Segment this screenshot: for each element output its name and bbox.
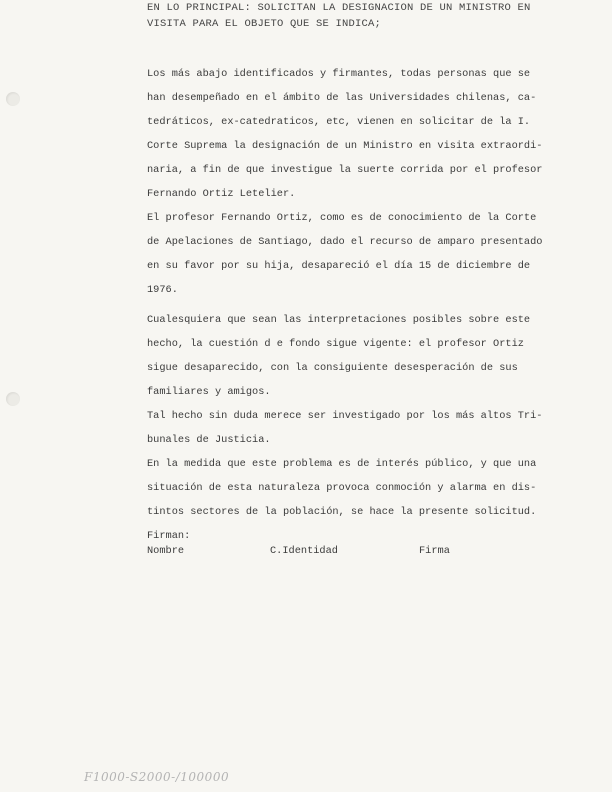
text-line: Fernando Ortiz Letelier. xyxy=(147,188,296,200)
text-line: situación de esta naturaleza provoca conmoción y alarma en dis- xyxy=(147,482,537,494)
signature-column-label: Firma xyxy=(419,545,450,557)
punch-hole xyxy=(6,392,20,406)
id-column-label: C.Identidad xyxy=(270,545,338,557)
paragraph-request xyxy=(147,62,572,206)
text-line: hecho, la cuestión d e fondo sigue vigente: el profesor Ortiz xyxy=(147,338,524,350)
text-line: en su favor por su hija, desapareció el día 15 de diciembre de xyxy=(147,260,531,272)
text-line: El profesor Fernando Ortiz, como es de conocimiento de la Corte xyxy=(147,212,537,224)
text-line: Firman: xyxy=(147,530,191,542)
paragraph-public-interest xyxy=(147,452,572,524)
text-line: tintos sectores de la población, se hace la presente solicitud. xyxy=(147,506,537,518)
text-line: En la medida que este problema es de interés público, y que una xyxy=(147,458,537,470)
document-body xyxy=(147,62,572,548)
document-heading xyxy=(147,0,587,32)
text-line: han desempeñado en el ámbito de las Universidades chilenas, ca- xyxy=(147,92,537,104)
text-line: 1976. xyxy=(147,284,178,296)
paragraph-signatories xyxy=(147,524,572,548)
paragraph-disappearance xyxy=(147,206,572,302)
heading-line: VISITA PARA EL OBJETO QUE SE INDICA; xyxy=(147,18,382,30)
text-line: Corte Suprema la designación de un Ministro en visita extraordi- xyxy=(147,140,543,152)
name-column-label: Nombre xyxy=(147,545,185,557)
paragraph-investigation xyxy=(147,404,572,452)
text-line: naria, a fin de que investigue la suerte corrida por el profesor xyxy=(147,164,543,176)
punch-hole xyxy=(6,92,20,106)
heading-line: EN LO PRINCIPAL: SOLICITAN LA DESIGNACION DE UN MINISTRO EN xyxy=(147,2,531,14)
text-line: Tal hecho sin duda merece ser investigado por los más altos Tri- xyxy=(147,410,543,422)
text-line: bunales de Justicia. xyxy=(147,434,271,446)
text-line: familiares y amigos. xyxy=(147,386,271,398)
paragraph-interpretations xyxy=(147,308,572,404)
archive-mark: F1000-S2000-/100000 xyxy=(84,770,230,784)
text-line: Los más abajo identificados y firmantes, todas personas que se xyxy=(147,68,531,80)
text-line: sigue desaparecido, con la consiguiente desesperación de sus xyxy=(147,362,518,374)
text-line: tedráticos, ex-catedraticos, etc, vienen en solicitar de la I. xyxy=(147,116,531,128)
text-line: Cualesquiera que sean las interpretaciones posibles sobre este xyxy=(147,314,531,326)
text-line: de Apelaciones de Santiago, dado el recurso de amparo presentado xyxy=(147,236,543,248)
